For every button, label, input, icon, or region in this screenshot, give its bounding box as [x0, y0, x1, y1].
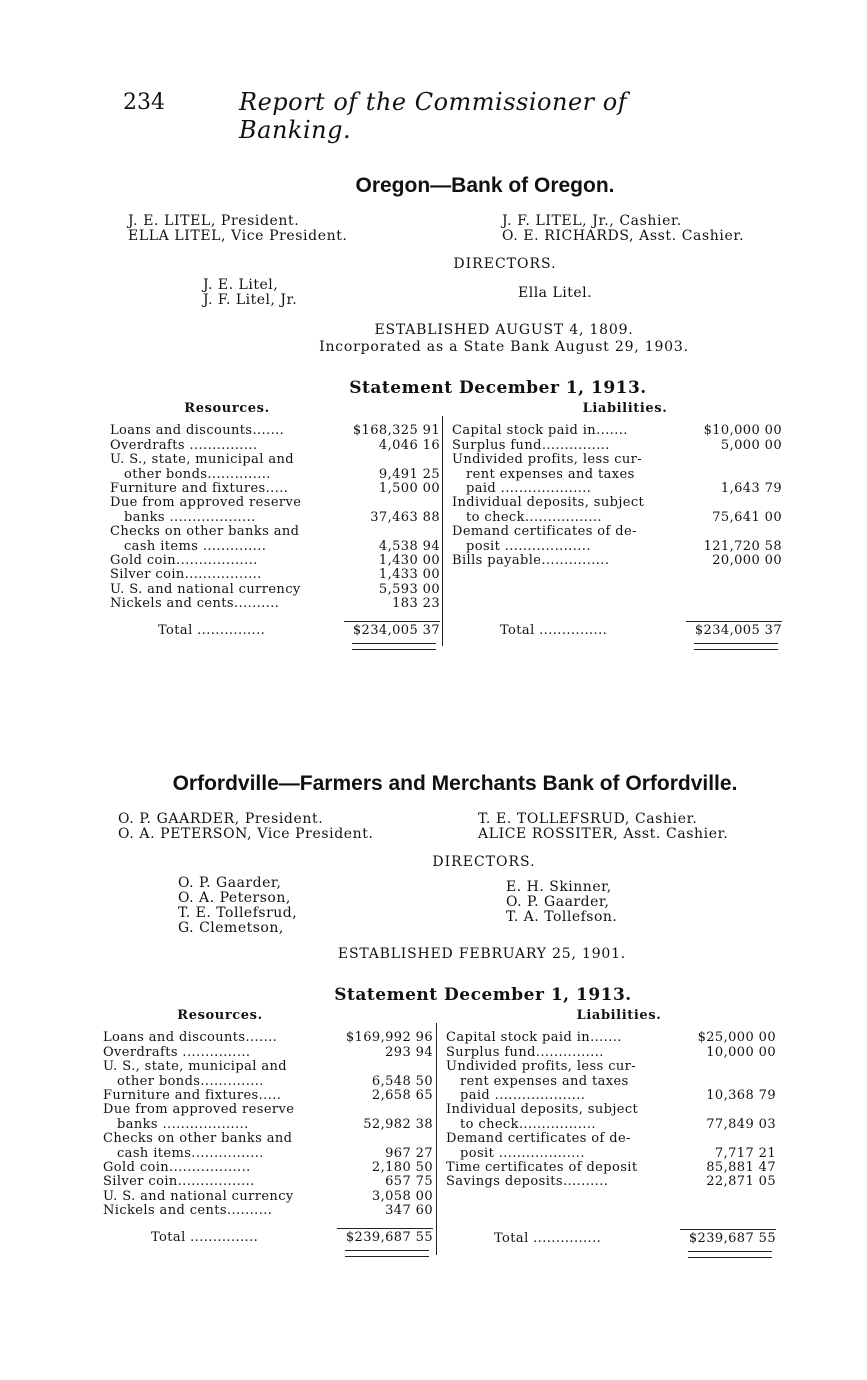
row-label: Nickels and cents..........	[110, 596, 280, 612]
ledger-row	[110, 482, 440, 496]
row-amount: 37,463 88	[370, 509, 440, 525]
total-label: Total ...............	[158, 622, 266, 638]
ledger-row	[103, 1031, 433, 1045]
established-line: ESTABLISHED AUGUST 4, 1809.	[374, 322, 634, 338]
row-label: U. S. and national currency	[110, 581, 301, 597]
officer: ALICE ROSSITER, Asst. Cashier.	[478, 826, 729, 842]
officers	[100, 214, 800, 254]
ledger-row	[110, 424, 440, 438]
director: J. E. Litel,	[203, 277, 279, 293]
row-amount: 2,180 50	[371, 1160, 433, 1176]
ledger-row	[446, 1046, 776, 1060]
director: O. P. Gaarder,	[506, 894, 610, 910]
row-amount: 7,717 21	[714, 1145, 776, 1161]
row-label: Furniture and fixtures.....	[103, 1088, 282, 1104]
directors-heading: DIRECTORS.	[453, 256, 557, 272]
total-rule	[344, 621, 440, 622]
statement-heading: Statement December 1, 1913.	[349, 378, 647, 398]
row-label: Individual deposits, subject	[452, 495, 645, 511]
row-amount: 75,641 00	[712, 509, 782, 525]
row-label: posit ...................	[466, 538, 591, 554]
total-label: Total ...............	[151, 1229, 259, 1245]
row-label: Surplus fund...............	[452, 437, 610, 453]
row-amount: 183 23	[392, 596, 440, 612]
row-amount: 1,500 00	[378, 481, 440, 497]
director: J. F. Litel, Jr.	[203, 292, 298, 308]
row-amount: 3,058 00	[371, 1188, 433, 1204]
ledger-row	[103, 1132, 433, 1161]
row-label: paid ....................	[466, 481, 592, 497]
row-amount: $169,992 96	[345, 1030, 433, 1046]
row-label: Overdrafts ...............	[110, 437, 258, 453]
row-amount: 85,881 47	[706, 1160, 776, 1176]
page-number: 234	[123, 90, 165, 115]
column-divider	[442, 416, 443, 646]
row-amount: 657 75	[385, 1174, 433, 1190]
established-line: ESTABLISHED FEBRUARY 25, 1901.	[337, 946, 627, 962]
liabilities-total	[446, 1232, 776, 1250]
bank-section-orfordville	[100, 772, 800, 1249]
resources-rows	[110, 424, 440, 611]
resources-column	[110, 402, 440, 642]
liabilities-rows	[452, 424, 782, 568]
row-label: Loans and discounts.......	[110, 423, 285, 439]
director: Ella Litel.	[518, 285, 593, 301]
column-divider	[436, 1023, 437, 1255]
row-label: Loans and discounts.......	[103, 1030, 278, 1046]
ledger-row	[110, 568, 440, 582]
ledger-row	[103, 1175, 433, 1189]
statement-heading: Statement December 1, 1913.	[334, 985, 632, 1005]
ledger-row	[110, 597, 440, 611]
resources-heading: Resources.	[177, 1008, 263, 1023]
row-label: Gold coin..................	[103, 1160, 251, 1176]
row-amount: 22,871 05	[706, 1174, 776, 1190]
row-label: Furniture and fixtures.....	[110, 481, 289, 497]
balance-sheet	[100, 402, 800, 642]
double-rule	[345, 1250, 429, 1257]
director: T. E. Tollefsrud,	[178, 905, 298, 921]
officer: O. E. RICHARDS, Asst. Cashier.	[502, 228, 745, 244]
directors-heading: DIRECTORS.	[432, 854, 536, 870]
resources-rows	[103, 1031, 433, 1218]
ledger-row	[103, 1060, 433, 1089]
resources-column	[103, 1009, 433, 1249]
row-amount: 293 94	[385, 1044, 433, 1060]
total-rule	[686, 621, 782, 622]
ledger-row	[446, 1060, 776, 1103]
ledger-row	[103, 1161, 433, 1175]
total-label: Total ...............	[500, 623, 608, 639]
row-amount: 5,000 00	[720, 437, 782, 453]
ledger-row	[446, 1103, 776, 1132]
ledger-row	[452, 439, 782, 453]
double-rule	[688, 1251, 772, 1258]
director: E. H. Skinner,	[506, 879, 612, 895]
ledger-row	[452, 525, 782, 554]
ledger-row	[452, 424, 782, 438]
row-amount: 121,720 58	[703, 538, 782, 554]
row-label: Nickels and cents..........	[103, 1203, 273, 1219]
liabilities-heading: Liabilities.	[582, 401, 668, 416]
running-title: Report of the Commissioner of Banking.	[239, 88, 628, 144]
row-amount: $10,000 00	[703, 423, 782, 439]
row-label: Due from approved reserve	[110, 495, 302, 511]
row-label: Surplus fund...............	[446, 1044, 604, 1060]
ledger-row	[446, 1031, 776, 1045]
bank-title: Oregon—Bank of Oregon.	[355, 174, 615, 197]
row-amount: 9,491 25	[378, 466, 440, 482]
total-amount: $234,005 37	[694, 623, 782, 639]
established-note	[100, 322, 800, 356]
row-label: cash items ..............	[124, 538, 267, 554]
officers-left	[128, 214, 347, 244]
officer: J. F. LITEL, Jr., Cashier.	[502, 213, 682, 229]
row-amount: 5,593 00	[378, 581, 440, 597]
row-amount: 1,433 00	[378, 567, 440, 583]
ledger-row	[110, 439, 440, 453]
row-amount: 347 60	[385, 1203, 433, 1219]
total-amount: $239,687 55	[345, 1229, 433, 1245]
row-amount: 967 27	[385, 1145, 433, 1161]
ledger-row	[103, 1190, 433, 1204]
ledger-row	[446, 1175, 776, 1189]
row-label: cash items................	[117, 1145, 264, 1161]
officers	[100, 812, 800, 852]
row-label: Bills payable...............	[452, 553, 610, 569]
officer: O. P. GAARDER, President.	[118, 811, 324, 827]
row-label: other bonds..............	[124, 466, 271, 482]
ledger-row	[110, 554, 440, 568]
ledger-row	[103, 1046, 433, 1060]
ledger-row	[452, 453, 782, 496]
row-label: U. S., state, municipal and	[110, 452, 294, 468]
row-label: Gold coin..................	[110, 553, 258, 569]
row-label: Time certificates of deposit	[446, 1160, 638, 1176]
balance-sheet	[100, 1009, 800, 1249]
resources-total	[110, 624, 440, 642]
liabilities-total	[452, 624, 782, 642]
ledger-row	[110, 453, 440, 482]
bank-title: Orfordville—Farmers and Merchants Bank of Orfordville.	[172, 772, 738, 795]
row-label: Checks on other banks and	[110, 524, 300, 540]
total-amount: $239,687 55	[688, 1230, 776, 1246]
directors-left	[178, 876, 297, 936]
director: O. P. Gaarder,	[178, 875, 282, 891]
established-note	[100, 946, 800, 963]
officer: J. E. LITEL, President.	[128, 213, 300, 229]
row-label: Individual deposits, subject	[446, 1102, 639, 1118]
row-label: paid ....................	[460, 1088, 586, 1104]
ledger-row	[103, 1204, 433, 1218]
row-label: rent expenses and taxes	[460, 1073, 629, 1089]
directors-right	[518, 286, 592, 301]
row-amount: 1,643 79	[720, 481, 782, 497]
directors-right	[506, 880, 617, 925]
row-amount: 1,430 00	[378, 553, 440, 569]
ledger-row	[110, 583, 440, 597]
row-amount: 20,000 00	[712, 553, 782, 569]
liabilities-column	[446, 1009, 776, 1250]
row-label: Undivided profits, less cur-	[446, 1059, 637, 1075]
row-amount: 77,849 03	[706, 1116, 776, 1132]
row-label: Silver coin.................	[103, 1174, 255, 1190]
row-label: other bonds..............	[117, 1073, 264, 1089]
liabilities-column	[452, 402, 782, 642]
row-label: Undivided profits, less cur-	[452, 452, 643, 468]
row-label: Savings deposits..........	[446, 1174, 609, 1190]
total-amount: $234,005 37	[352, 622, 440, 638]
row-amount: 10,368 79	[706, 1088, 776, 1104]
row-label: Silver coin.................	[110, 567, 262, 583]
row-label: U. S., state, municipal and	[103, 1059, 287, 1075]
officers-left	[118, 812, 374, 842]
row-label: to check.................	[460, 1116, 596, 1132]
total-label: Total ...............	[494, 1230, 602, 1246]
page-header	[123, 88, 683, 144]
double-rule	[694, 643, 778, 650]
row-label: Demand certificates of de-	[446, 1131, 631, 1147]
row-label: Due from approved reserve	[103, 1102, 295, 1118]
directors-list	[100, 278, 800, 314]
row-label: Checks on other banks and	[103, 1131, 293, 1147]
row-label: rent expenses and taxes	[466, 466, 635, 482]
ledger-row	[452, 554, 782, 568]
resources-heading: Resources.	[184, 401, 270, 416]
director: G. Clemetson,	[178, 920, 284, 936]
row-amount: $25,000 00	[697, 1030, 776, 1046]
row-label: Demand certificates of de-	[452, 524, 637, 540]
row-label: Capital stock paid in.......	[446, 1030, 622, 1046]
ledger-row	[110, 525, 440, 554]
ledger-row	[103, 1089, 433, 1103]
officers-right	[502, 214, 744, 244]
row-amount: 4,046 16	[378, 437, 440, 453]
incorporated-line: Incorporated as a State Bank August 29, 1903.	[319, 339, 689, 355]
row-label: banks ...................	[117, 1116, 249, 1132]
row-amount: 4,538 94	[378, 538, 440, 554]
officers-right	[478, 812, 728, 842]
resources-total	[103, 1231, 433, 1249]
row-amount: 6,548 50	[371, 1073, 433, 1089]
row-amount: $168,325 91	[352, 423, 440, 439]
liabilities-rows	[446, 1031, 776, 1189]
ledger-row	[446, 1161, 776, 1175]
directors-list	[100, 876, 800, 938]
row-label: Capital stock paid in.......	[452, 423, 628, 439]
row-amount: 52,982 38	[363, 1116, 433, 1132]
double-rule	[352, 643, 436, 650]
officer: ELLA LITEL, Vice President.	[128, 228, 348, 244]
row-amount: 10,000 00	[706, 1044, 776, 1060]
ledger-row	[110, 496, 440, 525]
row-label: Overdrafts ...............	[103, 1044, 251, 1060]
row-label: U. S. and national currency	[103, 1188, 294, 1204]
ledger-row	[103, 1103, 433, 1132]
row-label: banks ...................	[124, 509, 256, 525]
row-amount: 2,658 65	[371, 1088, 433, 1104]
ledger-row	[446, 1132, 776, 1161]
director: O. A. Peterson,	[178, 890, 291, 906]
directors-left	[203, 278, 297, 308]
officer: O. A. PETERSON, Vice President.	[118, 826, 374, 842]
bank-section-oregon	[100, 174, 800, 642]
liabilities-heading: Liabilities.	[576, 1008, 662, 1023]
total-rule	[337, 1228, 433, 1229]
total-rule	[680, 1229, 776, 1230]
director: T. A. Tollefson.	[506, 909, 618, 925]
row-label: to check.................	[466, 509, 602, 525]
ledger-row	[452, 496, 782, 525]
row-label: posit ...................	[460, 1145, 585, 1161]
officer: T. E. TOLLEFSRUD, Cashier.	[478, 811, 698, 827]
